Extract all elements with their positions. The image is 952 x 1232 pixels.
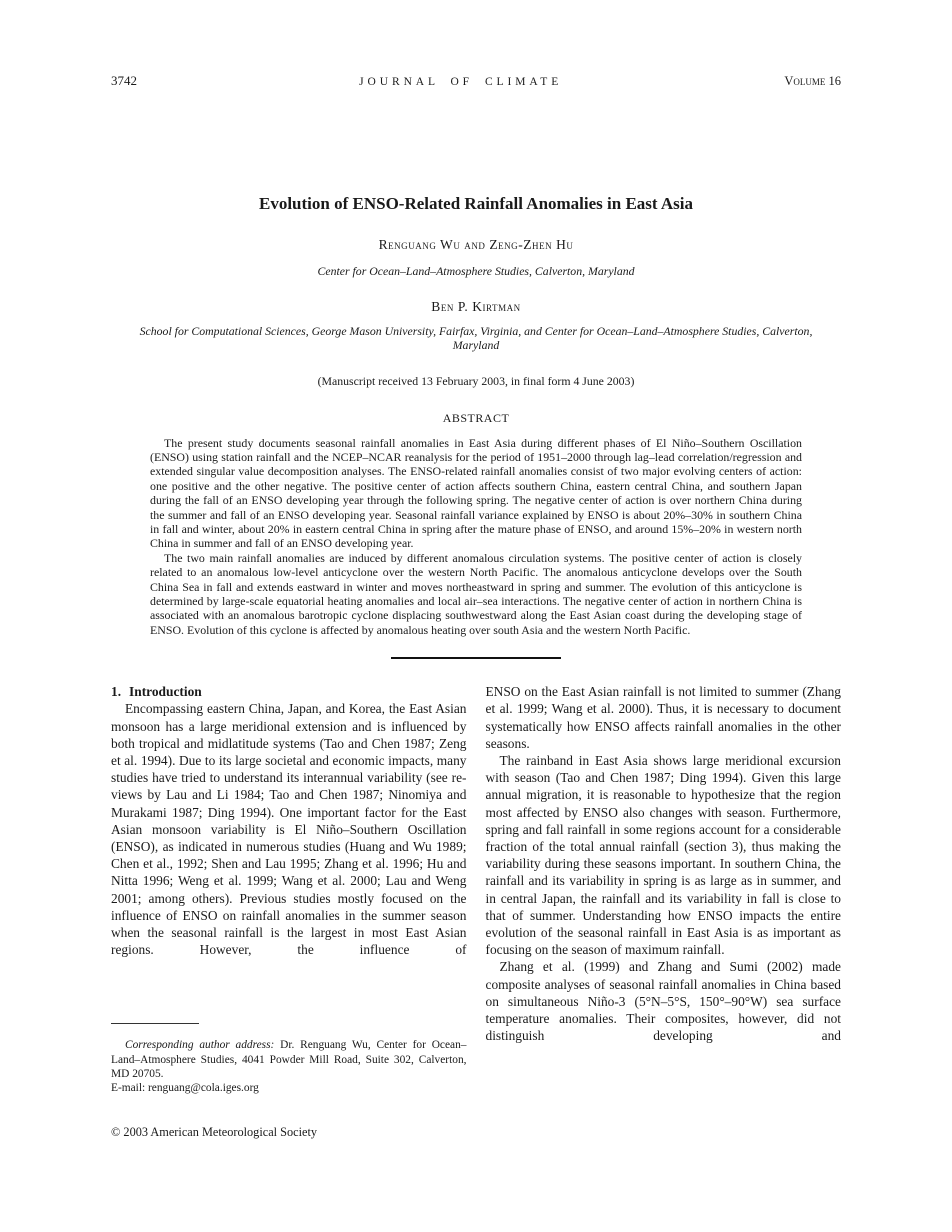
manuscript-note: (Manuscript received 13 February 2003, in final form 4 June 2003) (317, 373, 635, 388)
authors-line-1: Renguang Wu and Zeng-Zhen Hu (378, 237, 574, 252)
body-columns (111, 683, 841, 1095)
section-number: 1. (111, 684, 122, 700)
footnote-text: Dr. Renguang Wu, Center for Ocean–Land–Atmosphere Studies, 4041 Powder Mill Road, Suite 302, Calverton, MD 20705. (111, 1039, 467, 1080)
abstract-heading: ABSTRACT (442, 410, 510, 425)
body-paragraph-right-1: ENSO on the East Asian rainfall is not limited to summer (Zhang et al. 1999; Wang et al. 2000). Thus, it is necessary to document systematically how ENSO affects rainfall anomalies in the other seasons. (485, 684, 841, 751)
footnote (111, 1017, 467, 1095)
footnote-address (111, 1038, 467, 1081)
footnote-rule (111, 1023, 199, 1024)
authors-line-2: Ben P. Kirtman (431, 298, 521, 314)
section-title: Introduction (129, 684, 202, 700)
abstract-paragraph-1: The present study documents seasonal rainfall anomalies in East Asia during different phases of El Niño–Southern Oscillation (ENSO) using station rainfall and the NCEP–NCAR reanalysis for the period of 1951–2000 through lag–lead correlation/regression and extended singular value decomposition analyses. The ENSO-related rainfall anomalies consist of two major evolving centers of action: one positive and the other negative. The positive center of action affects southern China, eastern central China, and southern Japan during the fall of an ENSO developing year through the following spring. The negative center of action is over northern China during the summer and fall of an ENSO developing year. Seasonal rainfall variance explained by ENSO is about 20%–30% in southern China in fall and winter, about 20% in eastern central China in spring after the mature phase of ENSO, and around 15%–20% in western north China in summer and fall of an ENSO developing year. (150, 435, 802, 551)
article-title: Evolution of ENSO-Related Rainfall Anomalies in East Asia (258, 194, 694, 213)
footnote-email: E-mail: renguang@cola.iges.org (111, 1081, 259, 1094)
page-number: 3742 (111, 73, 137, 88)
section-divider (391, 657, 561, 659)
running-head (111, 74, 841, 89)
copyright-line: © 2003 American Meteorological Society (111, 1125, 318, 1140)
footnote-label: Corresponding author address: (125, 1039, 275, 1052)
body-paragraph-left-1: Encompassing eastern China, Japan, and Korea, the East Asian monsoon has a large meridional extension and is influenced by both tropical and midlatitude systems (Tao and Chen 1987; Zeng et al. 1994). Due to its large societal and economic impacts, many studies have tried to understand its interannual variability (see reviews by Lau and Li 1984; Tao and Chen 1987; Ninomiya and Murakami 1987; Ding 1994). One important factor for the East Asian monsoon variability is El Niño–Southern Oscillation (ENSO), as indicated in numerous studies (Huang and Wu 1989; Chen et al., 1992; Shen and Lau 1995; Zhang et al. 1996; Hu and Nitta 1996; Weng et al. 1999; Wang et al. 2000; Lau and Weng 2001; among others). Previous studies mostly focused on the influence of ENSO on rainfall anomalies in the summer season when the seasonal rainfall is the largest in most East Asian regions. However, the influence of (111, 701, 467, 958)
body-paragraph-right-2: The rainband in East Asia shows large meridional excursion with season (Tao and Chen 1987; Ding 1994). Given this large annual migration, it is reasonable to hypothesize that the region most affected by ENSO also changes with season. Furthermore, spring and fall rainfall in some regions account for a considerable fraction of the total annual rainfall (section 3), thus making the variability during these seasons important. In southern China, the rainfall and its variability in spring is as large as in summer, and in central Japan, the rainfall and its variability in fall is close to that of summer. Understanding how ENSO impacts the entire evolution of the seasonal rainfall in East Asia is as important as focusing on the season of maximum rainfall. (485, 753, 841, 958)
journal-name: JOURNAL OF CLIMATE (359, 76, 563, 88)
section-heading-introduction (111, 683, 467, 700)
volume-label: Volume 16 (784, 74, 841, 88)
abstract (111, 436, 841, 638)
affiliation-2: School for Computational Sciences, George Mason University, Fairfax, Virginia, and Center for Ocean–Land–Atmosphere Studies, Calverton, Maryland (139, 323, 813, 352)
body-paragraph-right-3: Zhang et al. (1999) and Zhang and Sumi (2002) made composite analyses of seasonal rainfall anomalies in China based on simultaneous Niño-3 (5°N–5°S, 150°–90°W) sea surface temperature anomalies. Their composites, however, did not distinguish developing and (485, 959, 841, 1044)
abstract-paragraph-2: The two main rainfall anomalies are induced by different anomalous circulation systems. The positive center of action is closely related to an anomalous low-level anticyclone over the western North Pacific. The anomalous anticyclone develops over the South China Sea in fall and extends eastward in winter and moves northeastward in spring and summer. The evolution of this anticyclone is determined by large-scale equatorial heating anomalies and local air–sea interactions. The negative center of action in northern China is associated with an anomalous barotropic cyclone displacing southwestward along the East Asian coast during the developing stage of ENSO. Evolution of this cyclone is affected by anomalous heating over south Asia and the western North Pacific. (150, 550, 802, 637)
affiliation-1: Center for Ocean–Land–Atmosphere Studies, Calverton, Maryland (317, 264, 635, 278)
right-column (486, 683, 842, 1095)
left-column (111, 683, 467, 1095)
